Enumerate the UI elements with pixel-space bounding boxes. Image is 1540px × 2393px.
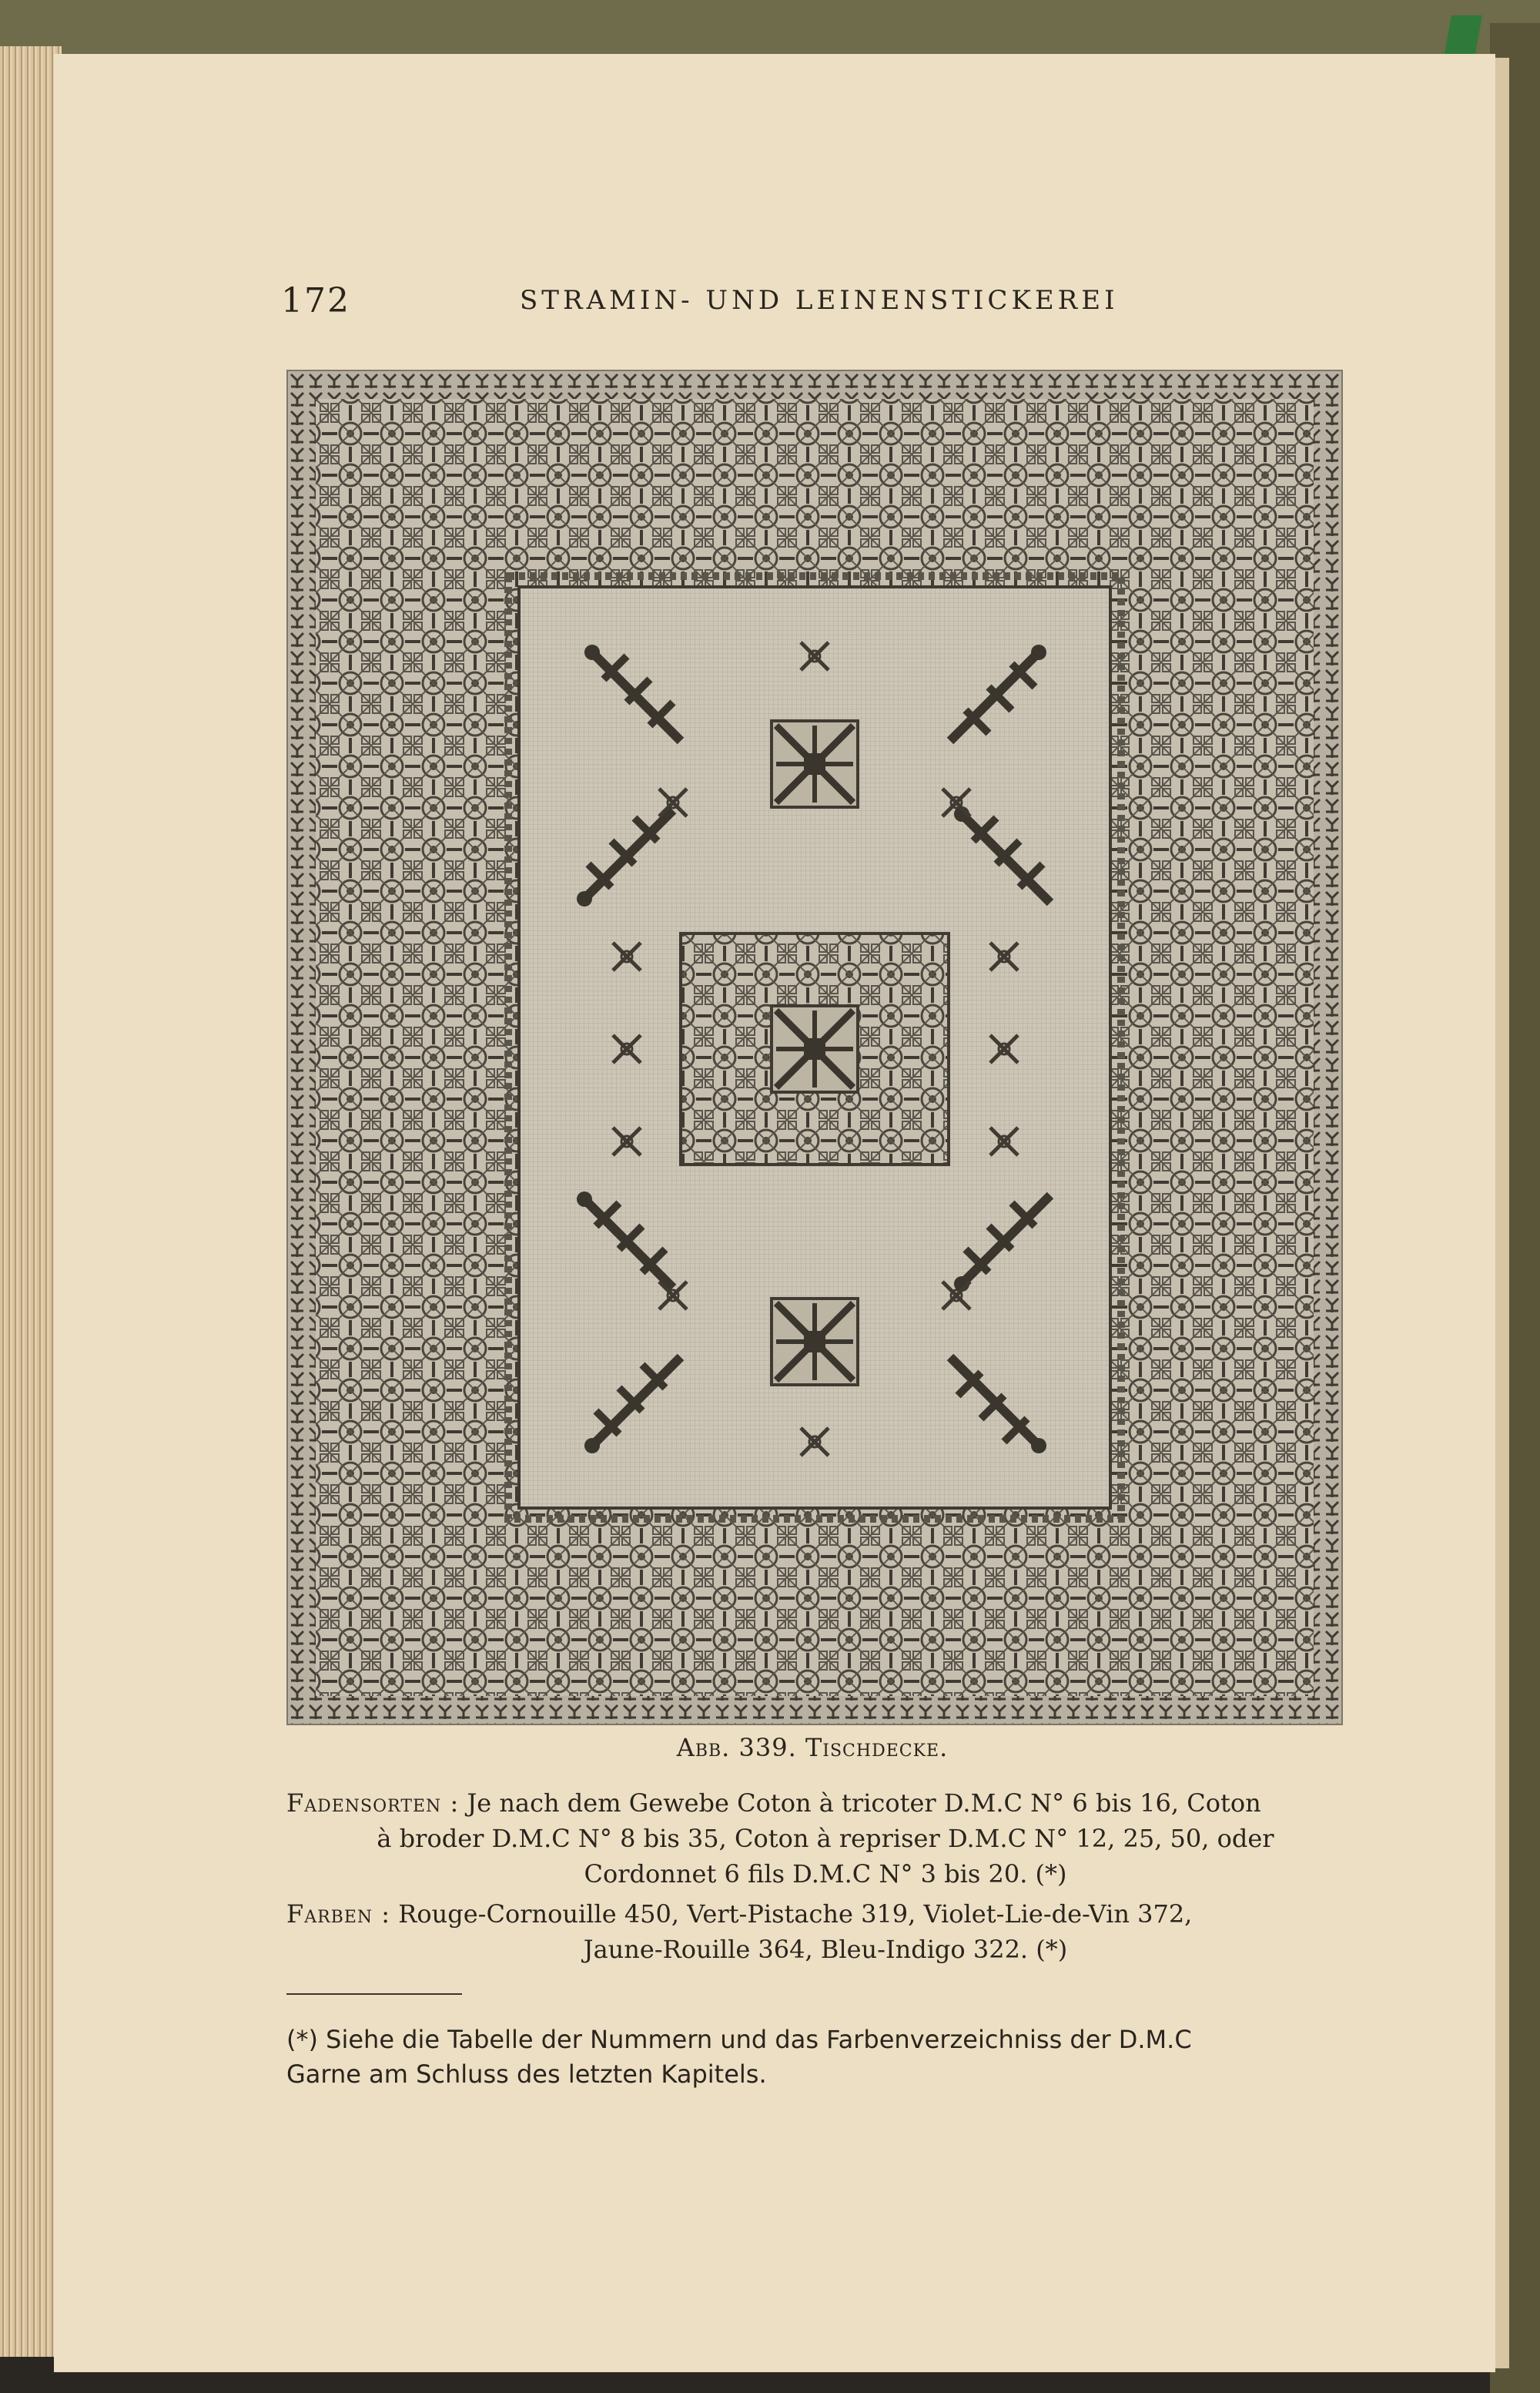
footnote-divider xyxy=(286,1993,462,1995)
figure-caption: Abb. 339. Tischdecke. xyxy=(676,1733,949,1762)
colors-label: Farben : xyxy=(286,1899,391,1929)
page-header xyxy=(281,277,1167,331)
next-page-edge xyxy=(1495,58,1509,2368)
thread-types-line-1: Je nach dem Gewebe Coton à tricoter D.M.C N° 6 bis 16, Coton xyxy=(467,1788,1261,1818)
thread-types-line-3: Cordonnet 6 fils D.M.C N° 3 bis 20. (*) xyxy=(584,1859,1067,1889)
colors-line-2: Jaune-Rouille 364, Bleu-Indigo 322. (*) xyxy=(583,1935,1068,1964)
running-title: STRAMIN- UND LEINENSTICKEREI xyxy=(520,285,1119,316)
tablecloth-illustration xyxy=(286,370,1343,1725)
colors-line-1: Rouge-Cornouille 450, Vert-Pistache 319, Violet-Lie-de-Vin 372, xyxy=(398,1899,1193,1929)
book-cover-top xyxy=(0,0,1540,54)
embroidery-pattern-image xyxy=(288,371,1341,1724)
page-number: 172 xyxy=(281,281,350,320)
thread-types-paragraph xyxy=(286,1785,1364,1892)
page-edges xyxy=(0,46,62,2357)
colors-paragraph xyxy=(286,1896,1364,1967)
footnote xyxy=(286,2023,1364,2092)
thread-types-line-2: à broder D.M.C N° 8 bis 35, Coton à repriser D.M.C N° 12, 25, 50, oder xyxy=(377,1824,1274,1853)
footnote-line-2: Garne am Schluss des letzten Kapitels. xyxy=(286,2060,767,2089)
footnote-line-1: (*) Siehe die Tabelle der Nummern und das Farbenverzeichniss der D.M.C xyxy=(286,2025,1192,2054)
thread-types-label: Fadensorten : xyxy=(286,1788,460,1818)
